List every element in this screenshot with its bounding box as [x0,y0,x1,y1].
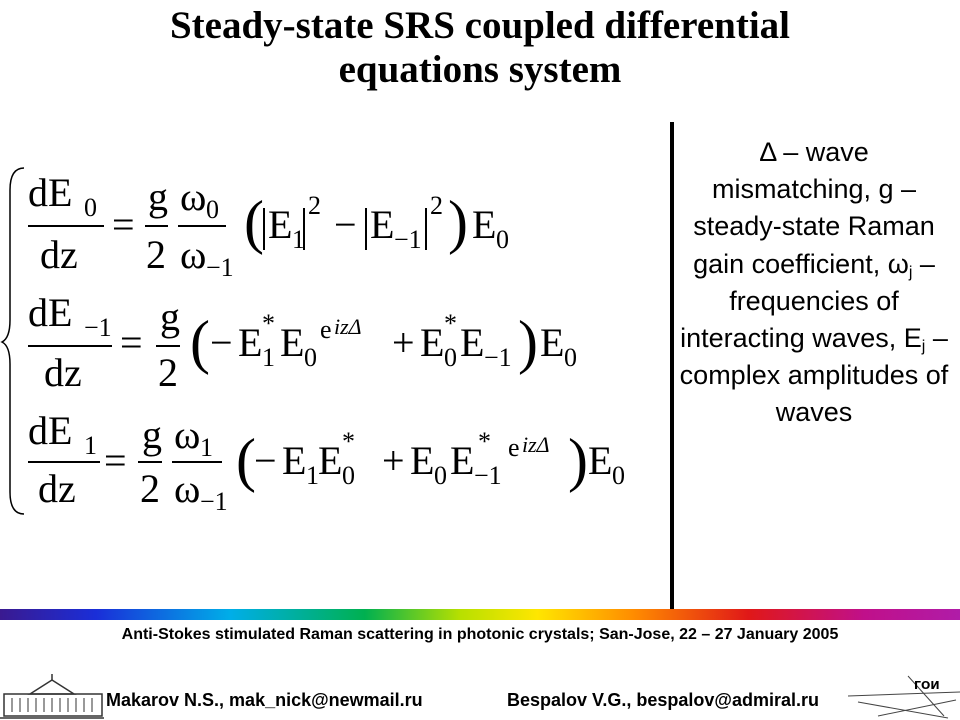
svg-text:E: E [282,438,307,483]
svg-text:−: − [210,320,233,365]
svg-text:2: 2 [430,191,443,220]
svg-text:E: E [370,202,395,247]
svg-text:=: = [120,320,143,365]
svg-text:dz: dz [40,232,78,277]
author-makarov: Makarov N.S., mak_nick@newmail.ru [106,690,423,710]
svg-text:ГОИ: ГОИ [914,679,940,692]
svg-text:dz: dz [44,350,82,395]
svg-text:0: 0 [304,343,317,372]
rainbow-bar [0,609,960,620]
svg-text:e: e [320,315,332,344]
svg-text:): ) [568,427,588,493]
svg-text:E: E [318,438,343,483]
vertical-divider [670,122,674,609]
system-brace [2,168,24,514]
svg-text:E: E [588,438,613,483]
svg-text:*: * [342,427,355,456]
svg-text:−: − [334,202,357,247]
svg-text:g: g [160,294,180,339]
equations-system [0,150,670,530]
svg-text:2: 2 [158,350,178,395]
equation-3 [28,408,625,516]
svg-text:0: 0 [564,343,577,372]
svg-text:dE: dE [28,170,73,215]
svg-text:−: − [254,438,277,483]
svg-text:=: = [104,438,127,483]
svg-text:E: E [238,320,263,365]
svg-text:0: 0 [434,461,447,490]
svg-text:0: 0 [342,461,355,490]
svg-text:E: E [410,438,435,483]
equation-1 [28,170,509,282]
svg-text:g: g [148,174,168,219]
svg-text:1: 1 [306,461,319,490]
svg-text:−1: −1 [484,343,512,372]
svg-text:izΔ: izΔ [522,432,550,457]
title-line-2: equations system [338,48,622,91]
svg-text:0: 0 [84,193,97,222]
svg-text:E: E [280,320,305,365]
svg-text:1: 1 [292,225,305,254]
author-bespalov: Bespalov V.G., bespalov@admiral.ru [507,690,820,710]
svg-text:2: 2 [140,466,160,511]
svg-text:): ) [448,189,468,255]
svg-text:*: * [478,427,491,456]
svg-text:−1: −1 [200,487,228,516]
svg-text:1: 1 [200,433,213,462]
svg-text:=: = [112,202,135,247]
conference-line: Anti-Stokes stimulated Raman scattering in photonic crystals; San-Jose, 22 – 27 January 2005 [121,626,839,643]
svg-text:ω: ω [174,466,201,511]
description-subscript-2: j [921,338,926,356]
description-part-1: Δ – wave mismatching, g – steady-state Raman gain coefficient, ω [693,137,935,279]
svg-text:dE: dE [28,408,73,453]
building-logo-icon [0,672,104,720]
svg-text:(: ( [190,309,210,375]
svg-text:+: + [382,438,405,483]
svg-text:*: * [444,309,457,338]
svg-text:dz: dz [38,466,76,511]
description-part-3: – complex amplitudes of waves [679,323,949,428]
svg-text:E: E [420,320,445,365]
svg-text:izΔ: izΔ [334,314,362,339]
goi-logo-icon [848,672,960,720]
svg-text:0: 0 [444,343,457,372]
svg-text:−1: −1 [474,461,502,490]
svg-text:ω: ω [174,412,201,457]
svg-text:(: ( [244,189,264,255]
svg-text:ω: ω [180,232,207,277]
svg-text:+: + [392,320,415,365]
svg-text:E: E [540,320,565,365]
svg-text:1: 1 [84,431,97,460]
svg-text:1: 1 [262,343,275,372]
description-part-2: – frequencies of interacting waves, E [680,248,935,354]
svg-text:−1: −1 [394,225,422,254]
svg-text:ω: ω [180,174,207,219]
description-subscript-1: j [908,263,913,281]
svg-text:g: g [142,412,162,457]
svg-text:E: E [472,202,497,247]
svg-text:2: 2 [146,232,166,277]
title-line-1: Steady-state SRS coupled differential [169,4,791,47]
svg-text:E: E [268,202,293,247]
svg-text:0: 0 [206,195,219,224]
slide-title [0,4,960,92]
svg-text:−1: −1 [84,313,112,342]
svg-text:0: 0 [496,225,509,254]
svg-text:0: 0 [612,461,625,490]
variable-description [676,134,952,432]
svg-text:E: E [460,320,485,365]
equation-2 [28,290,577,395]
svg-text:e: e [508,433,520,462]
svg-text:*: * [262,309,275,338]
svg-text:2: 2 [308,191,321,220]
svg-text:E: E [450,438,475,483]
svg-text:−1: −1 [206,253,234,282]
svg-text:dE: dE [28,290,73,335]
svg-text:): ) [518,309,538,375]
svg-text:(: ( [236,427,256,493]
